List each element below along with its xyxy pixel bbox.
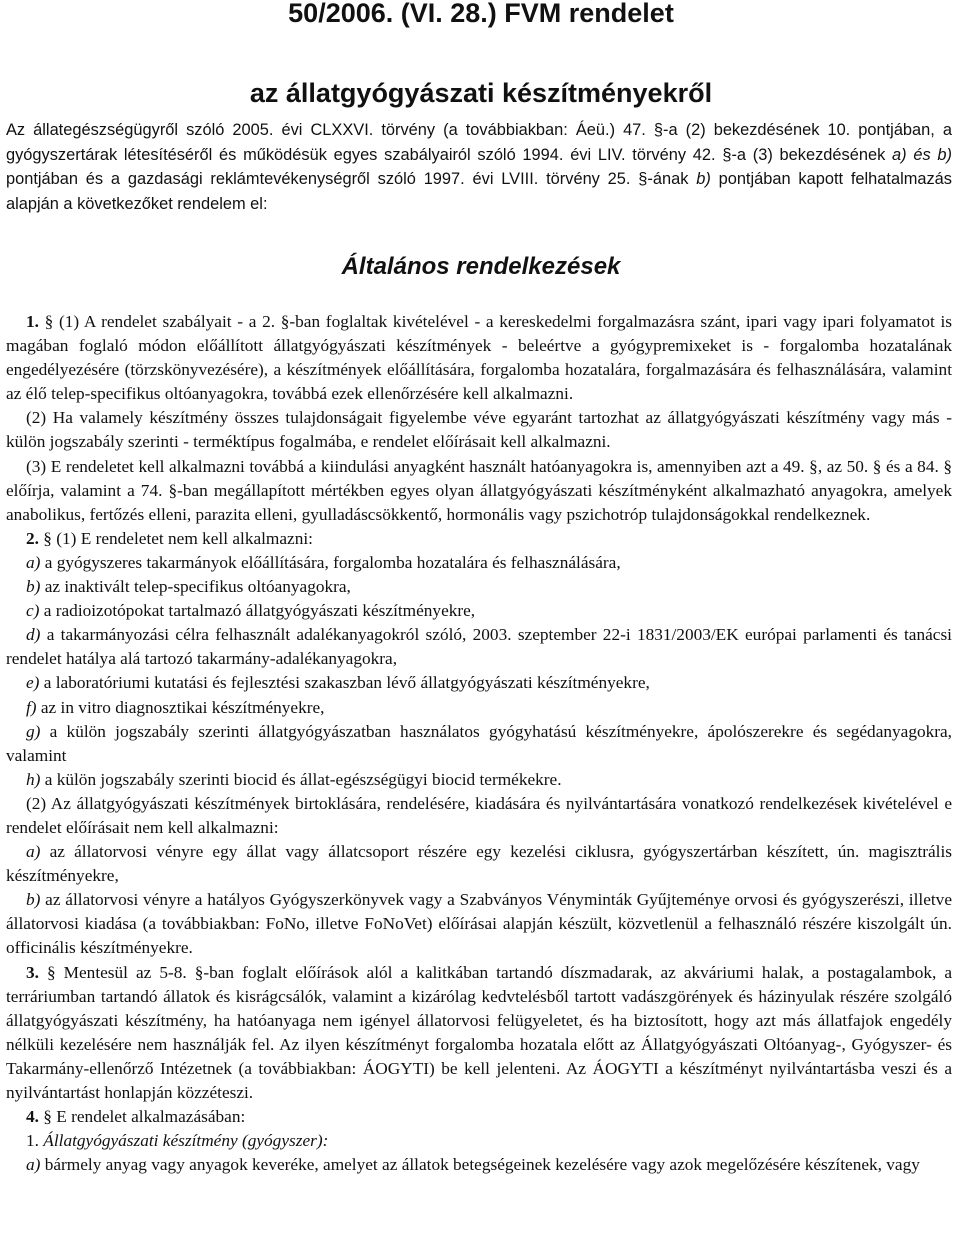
preamble: Az állategészségügyről szóló 2005. évi CLXXVI. törvény (a továbbiakban: Áeü.) 47. §-a (2) bekezdésének 10. pontjában, a gyógyszertárak létesítéséről és működésük egyes szabályairól szóló 1994. évi LIV. törvény 42. §-a (3) bekezdésének a) és b) pontjában és a gazdasági reklámtevékenységről szóló 1997. évi LVIII. törvény 25. §-ának b) pontjában kapott felhatalmazás alapján a következőket rendelem el: [6, 121, 952, 213]
document-title: 50/2006. (VI. 28.) FVM rendelet [288, 0, 674, 28]
definition-1-a: a) bármely anyag vagy anyagok keveréke, amelyet az állatok betegségeinek kezelésére vagy azok megelőzésére készítenek, vagy [26, 1155, 920, 1175]
list-item-2-1-a: a) a gyógyszeres takarmányok előállítására, forgalomba hozatalára és felhasználására, [26, 552, 621, 572]
paragraph-2-1: 2. § (1) E rendeletet nem kell alkalmazni: [26, 528, 313, 548]
list-item-2-1-c: c) a radioizotópokat tartalmazó állatgyógyászati készítményekre, [26, 601, 476, 621]
paragraph-1-3: (3) E rendeletet kell alkalmazni továbbá a kiindulási anyagként használt hatóanyagokra is, amennyiben azt a 49. §, az 50. § és a 84. § előírja, valamint a 74. §-ban megállapított mértékben egyes olyan állatgyógyászati készítményként alkalmazható anyagokra, amelyek anabolikus, fertőzés elleni, parazita elleni, gyulladáscsökkentő, hormonális vagy pszichotróp tulajdonságokkal rendelkeznek. [6, 456, 952, 524]
list-item-2-1-f: f) az in vitro diagnosztikai készítményekre, [26, 697, 325, 717]
list-item-2-1-d: d) a takarmányozási célra felhasznált adalékanyagokról szóló, 2003. szeptember 22-i 1831/2003/EK európai parlamenti és tanácsi rendelet hatálya alá tartozó takarmány-adalékanyagokra, [6, 625, 952, 669]
definition-1: 1. Állatgyógyászati készítmény (gyógyszer): [26, 1131, 329, 1151]
list-item-2-2-a: a) az állatorvosi vényre egy állat vagy állatcsoport részére egy kezelési ciklusra, gyógyszertárban készített, ún. magisztrális készítményekre, [6, 842, 952, 886]
paragraph-1-1: 1. § (1) A rendelet szabályait - a 2. §-ban foglaltak kivételével - a kereskedelmi forgalmazásra szánt, ipari vagy ipari folyamatot is magában foglaló módon előállított állatgyógyászati készítmények - beleértve a gyógypremixeket is - forgalomba hozatalának engedélyezésére (törzskönyvezésére), a készítmények előállítására, forgalomba hozatalára, forgalmazására és felhasználására, valamint az élő telep-specifikus oltóanyagokra, továbbá ezek ellenőrzésére kell alkalmazni. [6, 312, 952, 404]
paragraph-4: 4. § E rendelet alkalmazásában: [26, 1107, 246, 1127]
list-item-2-1-g: g) a külön jogszabály szerinti állatgyógyászatban használatos gyógyhatású készítményekre, ápolószerekre és segédanyagokra, valamint [6, 721, 952, 765]
document-body [6, 310, 952, 1177]
paragraph-1-2: (2) Ha valamely készítmény összes tulajdonságait figyelembe véve egyaránt tartozhat az állatgyógyászati készítmény vagy más - külön jogszabály szerinti - terméktípus fogalmába, e rendelet előírásait kell alkalmazni. [6, 408, 952, 452]
list-item-2-1-e: e) a laboratóriumi kutatási és fejlesztési szakaszban lévő állatgyógyászati készítményekre, [26, 673, 650, 693]
section-heading: Általános rendelkezések [341, 253, 621, 280]
paragraph-3: 3. § Mentesül az 5-8. §-ban foglalt előírások alól a kalitkában tartandó díszmadarak, az akváriumi halak, a postagalambok, a terráriumban tartandó állatok és kisrágcsálók, valamint a kizárólag kedvtelésből tartott vadászgörények és házinyulak részére szolgáló állatgyógyászati készítmény, ha hatóanyaga nem igényel állatorvosi felügyeletet, és ha biztosított, hogy azt más állatfajok engedély nélküli kezelésére nem használják fel. Az ilyen készítményt forgalomba hozatala előtt az Állatgyógyászati Oltóanyag-, Gyógyszer- és Takarmány-ellenőrző Intézetnek (a továbbiakban: ÁOGYTI) be kell jelenteni. Az ÁOGYTI a készítményt nyilvántartásba veszi és a nyilvántartást honlapján közzéteszi. [6, 962, 952, 1102]
list-item-2-1-b: b) az inaktivált telep-specifikus oltóanyagokra, [26, 577, 351, 597]
list-item-2-2-b: b) az állatorvosi vényre a hatályos Gyógyszerkönyvek vagy a Szabványos Vényminták Gyűjteménye orvosi és gyógyszerészi, illetve állatorvosi kiadása (a továbbiakban: FoNo, illetve FoNoVet) előírásai alapján készült, közvetlenül a felhasználó részére kiszolgált ún. officinális készítményekre. [6, 890, 952, 958]
list-item-2-1-h: h) a külön jogszabály szerinti biocid és állat-egészségügyi biocid termékekre. [26, 769, 562, 789]
document-subtitle: az állatgyógyászati készítményekről [249, 78, 713, 108]
paragraph-2-2: (2) Az állatgyógyászati készítmények birtoklására, rendelésére, kiadására és nyilvántartására vonatkozó rendelkezések kivételével e rendelet előírásait nem kell alkalmazni: [6, 793, 952, 837]
